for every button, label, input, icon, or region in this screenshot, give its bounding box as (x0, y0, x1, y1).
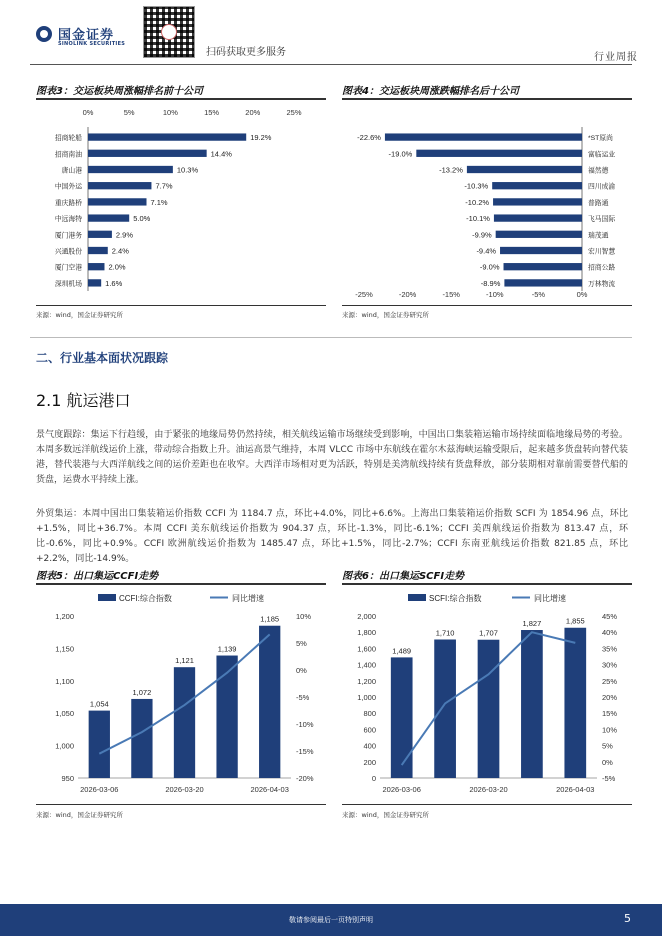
y-left-tick-label: 400 (363, 741, 376, 751)
bar-value-label: 7.7% (155, 181, 173, 191)
category-label: 宏川智慧 (588, 248, 616, 256)
y-right-tick-label: 10% (296, 612, 312, 621)
qr-center-logo-icon (161, 24, 177, 40)
bar (496, 231, 582, 238)
x-tick-label: -15% (442, 290, 460, 299)
fig3-title: 图表3：交运板块周涨幅排名前十公司 (36, 86, 203, 97)
bar-value-label: 7.1% (150, 197, 168, 207)
y-right-tick-label: 0% (602, 757, 613, 767)
bar (88, 150, 207, 157)
fig4-bottom-rule (342, 305, 632, 306)
bar (504, 279, 582, 286)
y-right-tick-label: 20% (602, 693, 618, 702)
category-label: 深圳机场 (54, 280, 82, 288)
subsection-title: 2.1 航运港口 (36, 391, 131, 410)
bar (88, 263, 104, 270)
category-label: 中国外运 (54, 183, 82, 191)
fig6-bottom-rule (342, 804, 632, 805)
bar-value-label: 1,139 (217, 644, 237, 654)
bar (521, 630, 543, 778)
bar-value-label: 1,855 (565, 616, 585, 626)
bar-value-label: 5.0% (133, 214, 151, 224)
bar-value-label: -9.4% (476, 246, 497, 256)
x-tick-label: 2026-04-03 (556, 785, 595, 794)
category-label: 厦门空港 (54, 264, 82, 272)
bar-value-label: -10.2% (465, 197, 490, 207)
fig6-title-rule (342, 583, 632, 585)
bar (88, 279, 101, 286)
bar (88, 198, 147, 205)
y-left-tick-label: 200 (363, 757, 376, 767)
y-right-tick-label: -5% (296, 693, 310, 702)
y-right-tick-label: 30% (602, 660, 618, 670)
bar-value-label: 1,489 (392, 646, 412, 656)
bar (88, 133, 246, 140)
paragraph-sentiment: 景气度跟踪：集运下行趋缓，由于紧张的地缘局势仍然持续，相关航线运输市场继续受到影响，中国出口集装箱运输市场持续面临地缘局势的考验。本周多数远洋航线运价上涨，带动综合指数上升。油运高景气维持，本周 VLCC 市场中东航线在霍尔木兹海峡运输受限后，起来越多货盘转向替代装港，替代装港与大西洋航线之间的运价差距也在收窄。大西洋市场相对更为活跃，特别是美湾航线持续有货盘释放，部分装期相对靠前需要替代船的货盘，运费水平持续上涨。 (36, 430, 628, 485)
y-left-tick-label: 1,150 (55, 644, 74, 654)
fig5-title: 图表5：出口集运CCFI走势 (36, 571, 159, 582)
fig4-title: 图表4：交运板块周涨跌幅排名后十公司 (342, 86, 519, 97)
fig3-source: 来源：wind，国金证券研究所 (36, 311, 123, 319)
bar-value-label: 2.9% (115, 230, 134, 240)
fig5-source: 来源：wind，国金证券研究所 (36, 811, 123, 819)
bar (493, 198, 582, 205)
x-tick-label: 2026-03-06 (80, 785, 119, 794)
y-right-tick-label: 5% (296, 639, 307, 648)
legend-line-label: 同比增速 (232, 594, 264, 603)
bar-value-label: 14.4% (210, 149, 232, 159)
legend-line-label: 同比增速 (534, 594, 566, 603)
fig4-chart (342, 101, 632, 301)
bar (494, 214, 582, 221)
bar-value-label: 1,185 (260, 614, 280, 624)
logo-text-en: SINOLINK SECURITIES (58, 41, 126, 47)
fig5-chart (36, 588, 326, 800)
bar (564, 628, 586, 778)
bar (478, 640, 500, 778)
x-tick-label: 20% (245, 108, 261, 117)
y-right-tick-label: 5% (602, 741, 613, 751)
category-label: 招商轮船 (54, 135, 82, 143)
bar-value-label: 1.6% (105, 278, 123, 288)
y-right-tick-label: -20% (296, 774, 314, 783)
y-right-tick-label: -15% (296, 747, 314, 756)
bar (174, 667, 195, 778)
bar (467, 166, 582, 173)
category-label: 富临运业 (588, 151, 616, 159)
x-tick-label: -20% (398, 290, 417, 299)
y-left-tick-label: 1,800 (357, 628, 376, 638)
x-tick-label: 5% (123, 108, 135, 117)
category-label: 普路通 (588, 199, 609, 207)
fig4-source: 来源：wind，国金证券研究所 (342, 311, 429, 319)
y-left-tick-label: 0 (371, 774, 376, 783)
y-left-tick-label: 1,600 (357, 644, 376, 654)
category-label: 万林物流 (588, 280, 616, 288)
y-left-tick-label: 2,000 (357, 612, 376, 621)
bar-value-label: 1,827 (522, 619, 542, 629)
x-tick-label: 2026-03-06 (382, 785, 421, 794)
logo-text-cn: 国金证券 (58, 28, 115, 43)
bar (504, 263, 582, 270)
report-type-label: 行业周报 (594, 52, 638, 63)
legend-bar-swatch (98, 594, 116, 601)
category-label: *ST原尚 (588, 135, 613, 143)
bar-value-label: -10.1% (466, 214, 490, 224)
bar-value-label: -10.3% (464, 181, 489, 191)
bar (88, 182, 151, 189)
bar (88, 231, 112, 238)
legend-bar-label: CCFI:综合指数 (119, 594, 172, 603)
category-label: 中远海特 (54, 216, 82, 224)
fig5-bottom-rule (36, 804, 326, 805)
y-left-tick-label: 1,200 (357, 676, 376, 686)
x-tick-label: 2026-04-03 (250, 785, 289, 794)
category-label: 唐山港 (61, 167, 82, 175)
category-label: 招商南油 (54, 151, 82, 159)
bar (391, 657, 413, 778)
fig3-bottom-rule (36, 305, 326, 306)
y-right-tick-label: 10% (602, 725, 618, 735)
x-tick-label: 0% (576, 290, 588, 299)
y-left-tick-label: 1,000 (55, 741, 74, 751)
category-label: 四川成渝 (588, 183, 616, 191)
bar-value-label: -9.0% (479, 262, 500, 272)
fig5-title-rule (36, 583, 326, 585)
section-divider (30, 337, 632, 338)
fig4-title-rule (342, 98, 632, 100)
bar-value-label: 1,710 (435, 628, 455, 638)
bar (88, 247, 108, 254)
bar (492, 182, 582, 189)
bar (385, 133, 582, 140)
bar-value-label: -22.6% (357, 133, 381, 143)
legend-bar-swatch (408, 594, 426, 601)
x-tick-label: 0% (82, 108, 94, 117)
bar (500, 247, 582, 254)
x-tick-label: -25% (355, 290, 373, 299)
y-right-tick-label: 15% (602, 709, 618, 719)
x-tick-label: 2026-03-20 (165, 785, 204, 794)
section-title: 二、行业基本面状况跟踪 (36, 351, 169, 365)
legend-bar-label: SCFI:综合指数 (429, 594, 482, 603)
paragraph-container-freight: 外贸集运：本周中国出口集装箱运价指数 CCFI 为 1184.7 点，环比+4.0%，同比+6.6%。上海出口集装箱运价指数 SCFI 为 1854.96 点，环比+1.5%，同比+36.7%。本周 CCFI 美东航线运价指数为 904.37 点，环比-1.3%，同比-6.1%；CCFI 美西航线运价指数为 813.47 点，环比-0.6%，同比+0.9%。CCFI 欧洲航线运价指数为 1485.47 点，环比+1.5%，同比-2.7%；CCFI 东南亚航线运价指数 821.85 点，环比+2.2%，同比-14.9%。 (36, 509, 628, 564)
fig3-title-rule (36, 98, 326, 100)
y-right-tick-label: 40% (602, 628, 618, 638)
category-label: 招商公路 (588, 264, 616, 272)
fig3-chart (36, 101, 326, 301)
bar (89, 711, 110, 778)
sinolink-logo-icon (36, 26, 52, 42)
category-label: 重庆路桥 (54, 199, 82, 207)
page-number: 5 (624, 912, 631, 925)
y-left-tick-label: 950 (61, 774, 74, 783)
y-left-tick-label: 1,000 (357, 693, 376, 702)
header-divider (30, 64, 632, 65)
category-label: 福然德 (588, 167, 609, 175)
bar-value-label: 1,121 (175, 656, 194, 666)
y-right-tick-label: 35% (602, 644, 618, 654)
fig6-chart (342, 588, 632, 800)
y-right-tick-label: -5% (602, 774, 616, 783)
footer-disclaimer: 敬请参阅最后一页特别声明 (289, 916, 373, 924)
x-tick-label: -5% (531, 290, 546, 299)
bar (434, 639, 456, 778)
bar-value-label: 10.3% (176, 165, 199, 175)
y-left-tick-label: 1,100 (55, 676, 74, 686)
bar-value-label: -13.2% (439, 165, 463, 175)
bar-value-label: 1,054 (89, 699, 109, 709)
bar-value-label: 19.2% (250, 133, 272, 143)
bar-value-label: 1,072 (132, 687, 152, 697)
x-tick-label: 25% (286, 108, 302, 117)
category-label: 瑞茂通 (588, 232, 609, 240)
x-tick-label: 2026-03-20 (469, 785, 508, 794)
y-left-tick-label: 600 (363, 725, 376, 735)
x-tick-label: 15% (204, 108, 220, 117)
category-label: 厦门港务 (54, 232, 82, 240)
bar-value-label: 1,707 (479, 628, 498, 638)
bar (88, 214, 129, 221)
bar (416, 150, 582, 157)
y-right-tick-label: 45% (602, 612, 618, 621)
y-right-tick-label: -10% (296, 720, 314, 729)
bar-value-label: -9.9% (472, 230, 492, 240)
bar (131, 699, 152, 778)
y-left-tick-label: 1,200 (55, 612, 74, 621)
bar (88, 166, 173, 173)
bar (259, 626, 280, 778)
y-left-tick-label: 1,400 (357, 660, 376, 670)
bar-value-label: -8.9% (480, 278, 501, 288)
category-label: 飞马国际 (588, 216, 616, 224)
category-label: 兴通股份 (54, 248, 82, 256)
y-left-tick-label: 1,050 (55, 709, 74, 719)
x-tick-label: 10% (162, 108, 178, 117)
y-left-tick-label: 800 (363, 709, 376, 719)
fig6-title: 图表6：出口集运SCFI走势 (342, 571, 465, 582)
qr-caption: 扫码获取更多服务 (206, 47, 286, 58)
x-tick-label: -10% (486, 290, 504, 299)
bar-value-label: 2.0% (108, 262, 126, 272)
bar-value-label: -19.0% (388, 149, 413, 159)
bar-value-label: 2.4% (111, 246, 129, 256)
fig6-source: 来源：wind，国金证券研究所 (342, 811, 429, 819)
y-right-tick-label: 0% (296, 666, 307, 675)
y-right-tick-label: 25% (602, 676, 618, 686)
